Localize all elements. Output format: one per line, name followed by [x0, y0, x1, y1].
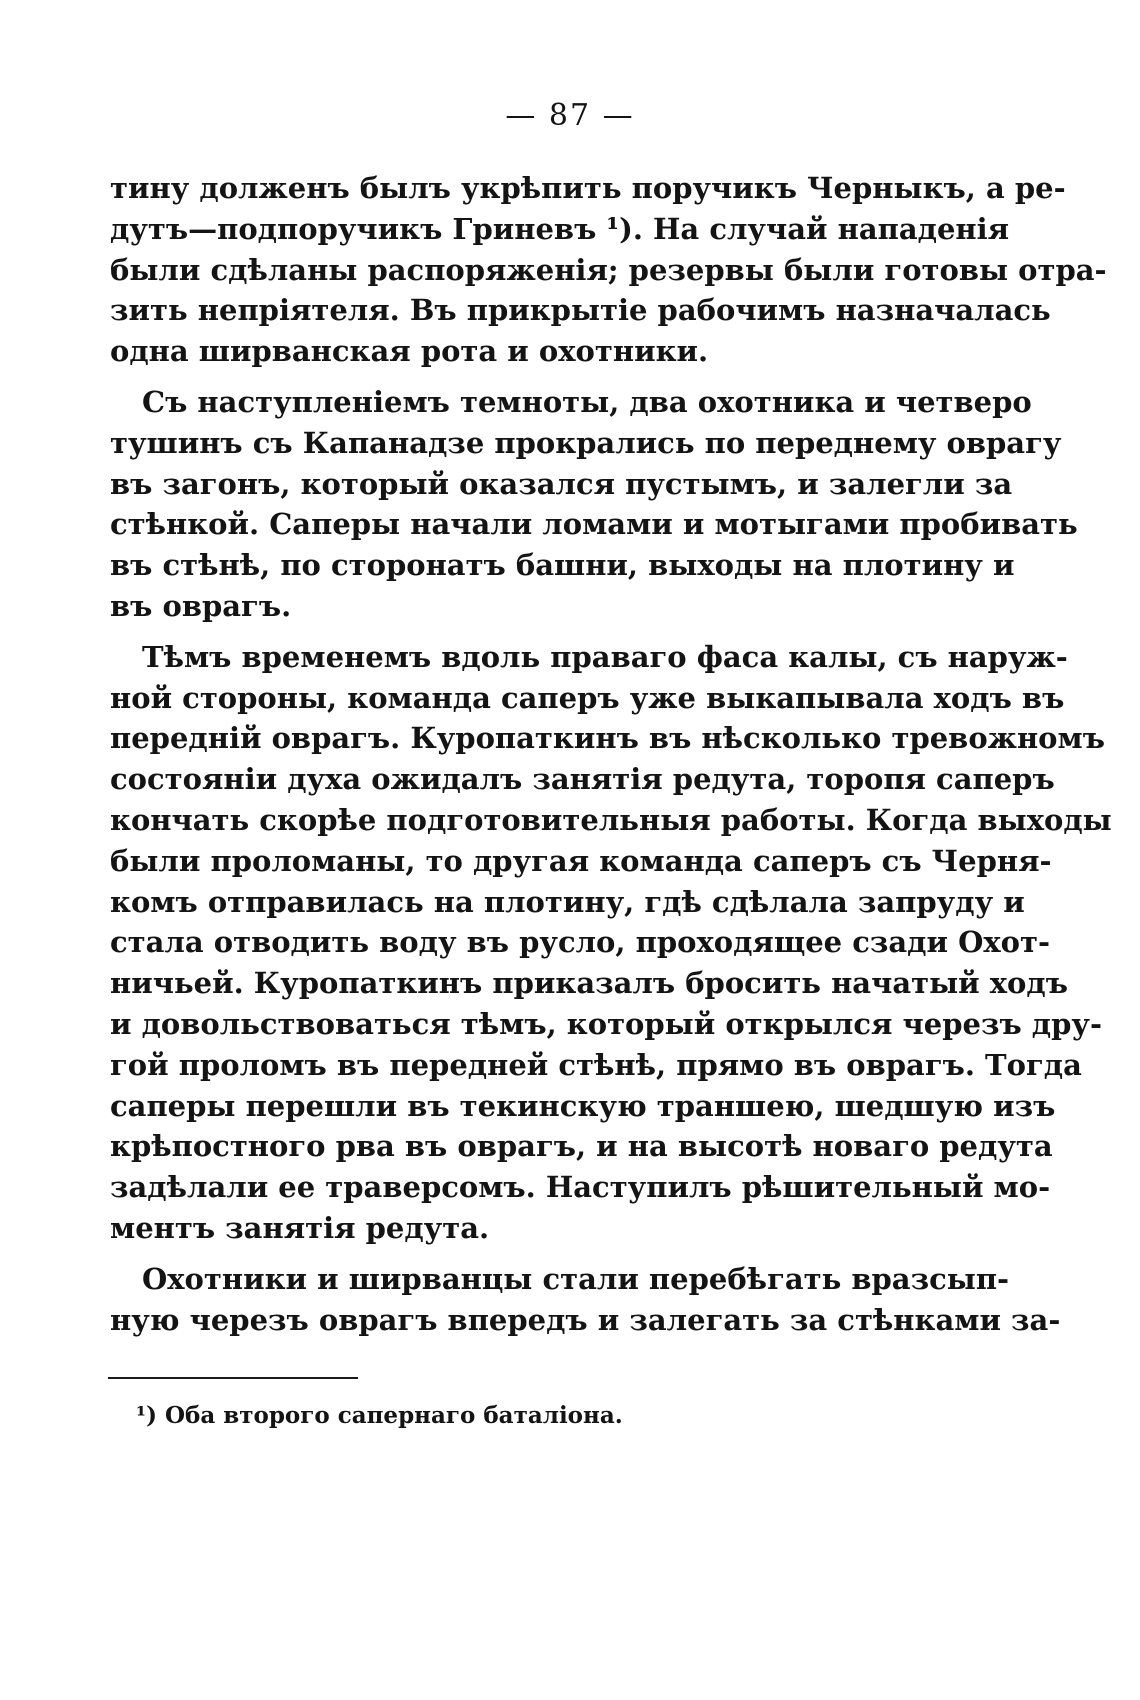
text-line: Съ наступленіемъ темноты, два охотника и четверо — [142, 384, 1032, 419]
paragraph — [110, 637, 1112, 1249]
text-line: ной стороны, команда саперъ уже выкапывала ходъ въ — [110, 680, 1065, 715]
text-line: стала отводить воду въ русло, проходящее сзади Охот- — [110, 925, 1050, 960]
text-line: Охотники и ширванцы стали перебѣгать вразсып- — [142, 1261, 1010, 1296]
text-line: передній оврагъ. Куропаткинъ въ нѣсколько тревожномъ — [110, 721, 1105, 756]
text-line: гой проломъ въ передней стѣнѣ, прямо въ оврагъ. Тогда — [110, 1047, 1082, 1082]
text-line: ментъ занятія редута. — [110, 1210, 490, 1245]
text-line: саперы перешли въ текинскую траншею, шедшую изъ — [110, 1088, 1056, 1123]
text-line: комъ отправилась на плотину, гдѣ сдѣлала запруду и — [110, 884, 1025, 919]
text-line: въ стѣнѣ, по сторонатъ башни, выходы на плотину и — [110, 548, 1015, 583]
text-line: и довольствоваться тѣмъ, который открылся черезъ дру- — [110, 1006, 1103, 1041]
page-number: — 87 — — [505, 98, 635, 133]
text-line: состояніи духа ожидалъ занятія редута, торопя саперъ — [110, 762, 1055, 797]
text-line: въ оврагъ. — [110, 588, 292, 623]
text-line: крѣпостного рва въ оврагъ, и на высотѣ новаго редута — [110, 1129, 1053, 1164]
text-line: были сдѣланы распоряженія; резервы были готовы отра- — [110, 252, 1107, 287]
text-line: въ загонъ, который оказался пустымъ, и залегли за — [110, 466, 1013, 501]
text-line: стѣнкой. Саперы начали ломами и мотыгами пробивать — [110, 507, 1078, 542]
paragraph — [110, 382, 1078, 627]
footnote-divider — [108, 1377, 358, 1379]
footnote: ¹) Оба второго сапернаго баталіона. — [136, 1402, 623, 1429]
text-line: Тѣмъ временемъ вдоль праваго фаса калы, съ наруж- — [142, 639, 1068, 674]
text-line: были проломаны, то другая команда саперъ съ Черня- — [110, 843, 1052, 878]
text-line: ничьей. Куропаткинъ приказалъ бросить начатый ходъ — [110, 966, 1068, 1001]
text-line: дутъ—подпоручикъ Гриневъ ¹). На случай нападенія — [110, 211, 1010, 246]
paragraph — [110, 168, 1107, 372]
paragraph — [110, 1259, 1061, 1341]
body-text — [110, 168, 1112, 1340]
text-line: одна ширванская рота и охотники. — [110, 334, 709, 369]
text-line: зить непріятеля. Въ прикрытіе рабочимъ назначалась — [110, 293, 1051, 328]
text-line: тину долженъ былъ укрѣпить поручикъ Черныкъ, а ре- — [110, 171, 1066, 205]
text-line: кончать скорѣе подготовительныя работы. Когда выходы — [110, 802, 1112, 837]
text-line: задѣлали ее траверсомъ. Наступилъ рѣшительный мо- — [110, 1170, 1051, 1205]
text-line: тушинъ съ Капанадзе прокрались по переднему оврагу — [110, 425, 1062, 460]
text-line: ную черезъ оврагъ впередъ и залегать за стѣнками за- — [110, 1302, 1061, 1337]
